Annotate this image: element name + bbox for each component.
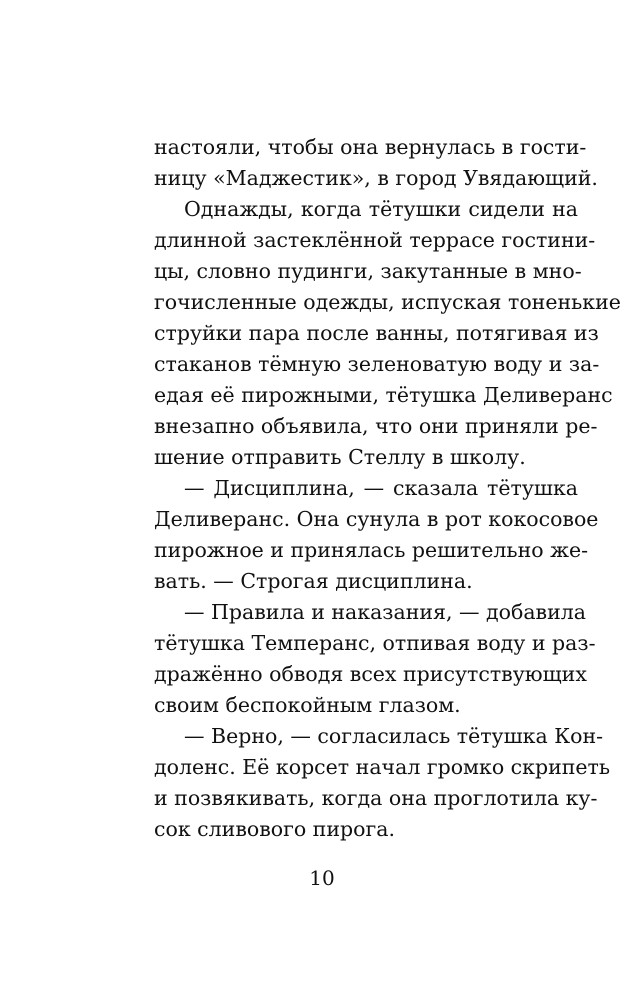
text-line: Однажды, когда тётушки сидели на [184,197,578,221]
text-line: вать. — Строгая дисциплина. [154,569,473,593]
text-line: цы, словно пудинги, закутанные в мно- [154,259,582,283]
paragraph [154,721,611,845]
text-line: — Дисциплина, — сказала тётушка [184,476,578,500]
text-line: струйки пара после ванны, потягивая из [154,321,599,345]
text-line: пирожное и принялась решительно же- [154,538,589,562]
paragraph [154,597,596,721]
text-line: Деливеранс. Она сунула в рот кокосовое [154,507,599,531]
text-line: внезапно объявила, что они приняли ре- [154,414,598,438]
paragraph [154,132,598,194]
body-text [154,132,621,845]
paragraph [154,473,599,597]
text-line: настояли, чтобы она вернулась в гости- [154,135,587,159]
text-line: — Правила и наказания, — добавила [184,600,586,624]
text-line: своим беспокойным глазом. [154,693,461,717]
text-line: доленс. Её корсет начал громко скрипеть [154,755,611,779]
text-line: сок сливового пирога. [154,817,395,841]
text-line: ницу «Маджестик», в город Увядающий. [154,166,598,190]
text-line: едая её пирожными, тётушка Деливеранс [154,383,613,407]
text-line: дражённо обводя всех присутствующих [154,662,587,686]
text-line: тётушка Темперанс, отпивая воду и раз- [154,631,596,655]
text-line: гочисленные одежды, испуская тоненькие [154,290,621,314]
text-line: шение отправить Стеллу в школу. [154,445,526,469]
text-line: длинной застеклённой террасе гостини- [154,228,596,252]
text-line: — Верно, — согласилась тётушка Кон- [184,724,604,748]
paragraph [154,194,621,473]
text-line: стаканов тёмную зеленоватую воду и за- [154,352,600,376]
text-line: и позвякивать, когда она проглотила ку- [154,786,598,810]
page-number: 10 [309,866,335,890]
